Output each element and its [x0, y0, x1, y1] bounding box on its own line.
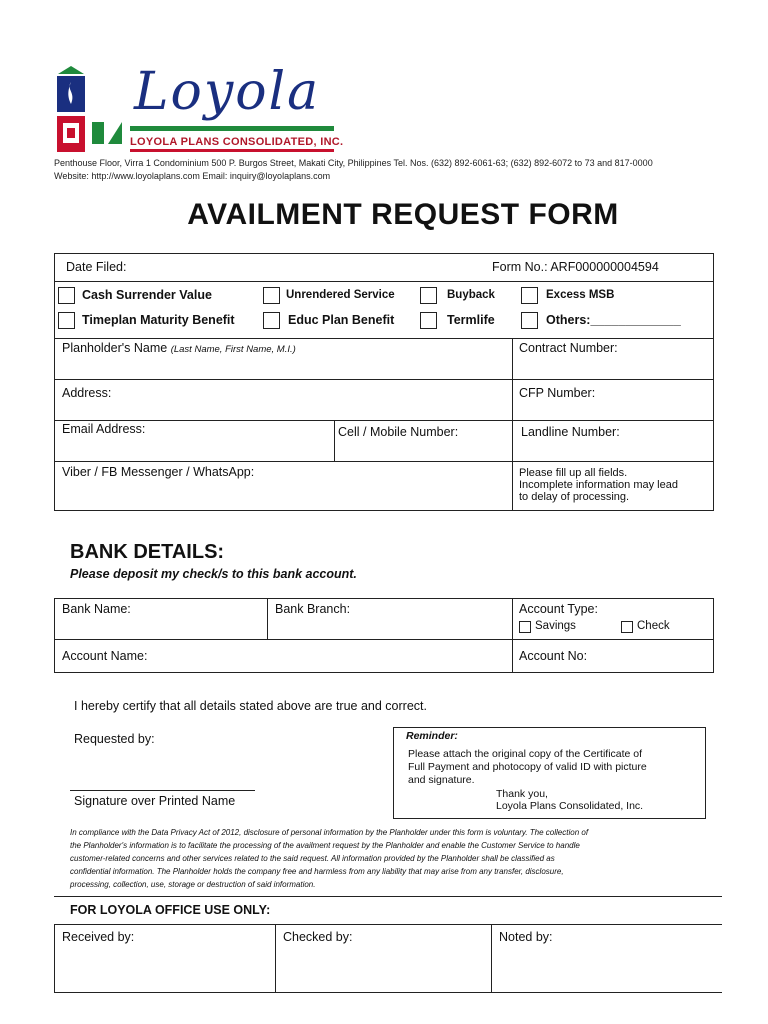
row-divider: [54, 281, 714, 282]
contract-number-label: Contract Number:: [519, 341, 618, 355]
office-left-border: [54, 924, 55, 993]
reminder-line-2: Full Payment and photocopy of valid ID with picture: [408, 761, 647, 773]
row-divider: [54, 639, 714, 640]
row-divider: [54, 461, 714, 462]
bank-name-label: Bank Name:: [62, 602, 131, 616]
reminder-line-3: and signature.: [408, 774, 475, 786]
company-website: Website: http://www.loyolaplans.com Email: inquiry@loyolaplans.com: [54, 171, 331, 181]
checkbox-unrendered[interactable]: [263, 287, 280, 304]
option-educ: Educ Plan Benefit: [288, 313, 395, 327]
office-table-top: [54, 924, 722, 925]
privacy-line-2: the Planholder's information is to facilitate the processing of the availment request by the Planholder and enable the Customer Service to handle: [70, 841, 580, 850]
office-top-rule: [54, 896, 722, 897]
reminder-title: Reminder:: [406, 730, 458, 742]
account-no-label: Account No:: [519, 649, 588, 663]
signature-line: [70, 790, 255, 791]
checkbox-termlife[interactable]: [420, 312, 437, 329]
company-name: LOYOLA PLANS CONSOLIDATED, INC.: [130, 136, 344, 148]
noted-by-label: Noted by:: [499, 930, 553, 944]
cfp-number-label: CFP Number:: [519, 386, 596, 400]
logo-red-rule: [130, 149, 334, 152]
privacy-line-4: confidential information. The Planholder holds the company free and harmless from any liability that may arise from any transfer, disclosure,: [70, 867, 564, 876]
col-divider: [512, 598, 513, 673]
option-others: Others:_____________: [546, 313, 681, 327]
col-divider: [267, 598, 268, 639]
checkbox-savings[interactable]: [519, 621, 531, 633]
option-timeplan: Timeplan Maturity Benefit: [82, 313, 235, 327]
received-by-label: Received by:: [62, 930, 135, 944]
savings-label: Savings: [535, 620, 576, 632]
privacy-line-1: In compliance with the Data Privacy Act of 2012, disclosure of personal information by the Planholder under this form is voluntary. The collection of: [70, 828, 589, 837]
checkbox-buyback[interactable]: [420, 287, 437, 304]
option-termlife: Termlife: [447, 313, 495, 327]
checkbox-educ[interactable]: [263, 312, 280, 329]
row-divider: [54, 420, 714, 421]
certify-statement: I hereby certify that all details stated above are true and correct.: [74, 699, 427, 713]
reminder-signoff: Loyola Plans Consolidated, Inc.: [496, 800, 644, 812]
checkbox-excess-msb[interactable]: [521, 287, 538, 304]
logo: [54, 66, 88, 156]
option-excess-msb: Excess MSB: [546, 289, 615, 301]
landline-label: Landline Number:: [521, 425, 620, 439]
company-address: Penthouse Floor, Virra 1 Condominium 500 P. Burgos Street, Makati City, Philippines Tel. Nos. (632) 892-6061-63; (632) 892-6072 to 73 and 817-0000: [54, 158, 653, 168]
row-divider: [54, 338, 714, 339]
privacy-line-3: customer-related concerns and other services related to the said request. All information provided by the Planholder shall be classified as: [70, 854, 555, 863]
logo-wordmark: Loyola: [134, 62, 321, 122]
planholder-name-hint: (Last Name, First Name, M.I.): [170, 344, 296, 355]
privacy-line-5: processing, collection, use, storage or destruction of said information.: [70, 880, 316, 889]
fill-note-3: to delay of processing.: [519, 491, 630, 503]
checkbox-timeplan[interactable]: [58, 312, 75, 329]
bank-branch-label: Bank Branch:: [275, 602, 351, 616]
office-col-divider: [275, 924, 276, 993]
logo-green-rule: [130, 126, 334, 131]
row-divider: [54, 379, 714, 380]
office-table-bottom: [54, 992, 722, 993]
bank-heading: BANK DETAILS:: [70, 541, 225, 563]
option-cash-surrender: Cash Surrender Value: [82, 288, 212, 302]
messenger-label: Viber / FB Messenger / WhatsApp:: [62, 465, 255, 479]
page-title: AVAILMENT REQUEST FORM: [187, 198, 619, 231]
checkbox-check[interactable]: [621, 621, 633, 633]
checkbox-cash-surrender[interactable]: [58, 287, 75, 304]
checkbox-others[interactable]: [521, 312, 538, 329]
fill-note-2: Incomplete information may lead: [519, 479, 678, 491]
logo-mark-small: [92, 118, 126, 146]
bank-subheading: Please deposit my check/s to this bank account.: [70, 567, 357, 581]
fill-note-1: Please fill up all fields.: [519, 467, 628, 479]
checked-by-label: Checked by:: [283, 930, 353, 944]
email-label: Email Address:: [62, 422, 146, 436]
account-name-label: Account Name:: [62, 649, 148, 663]
planholder-name-text: Planholder's Name: [62, 341, 171, 355]
date-filed-label: Date Filed:: [66, 260, 127, 274]
bank-table: [54, 598, 714, 673]
col-divider: [512, 338, 513, 511]
planholder-name-label: [62, 341, 296, 355]
option-buyback: Buyback: [447, 289, 495, 301]
form-number: Form No.: ARF000000004594: [492, 260, 659, 274]
requested-by-label: Requested by:: [74, 732, 155, 746]
address-label: Address:: [62, 386, 112, 400]
account-type-label: Account Type:: [519, 602, 598, 616]
col-divider: [334, 420, 335, 461]
office-col-divider: [491, 924, 492, 993]
reminder-line-1: Please attach the original copy of the Certificate of: [408, 748, 643, 760]
office-heading: FOR LOYOLA OFFICE USE ONLY:: [70, 903, 271, 917]
reminder-thanks: Thank you,: [496, 788, 548, 800]
signature-label: Signature over Printed Name: [74, 794, 236, 808]
mobile-label: Cell / Mobile Number:: [338, 425, 459, 439]
check-label: Check: [637, 620, 670, 632]
option-unrendered: Unrendered Service: [286, 289, 395, 301]
